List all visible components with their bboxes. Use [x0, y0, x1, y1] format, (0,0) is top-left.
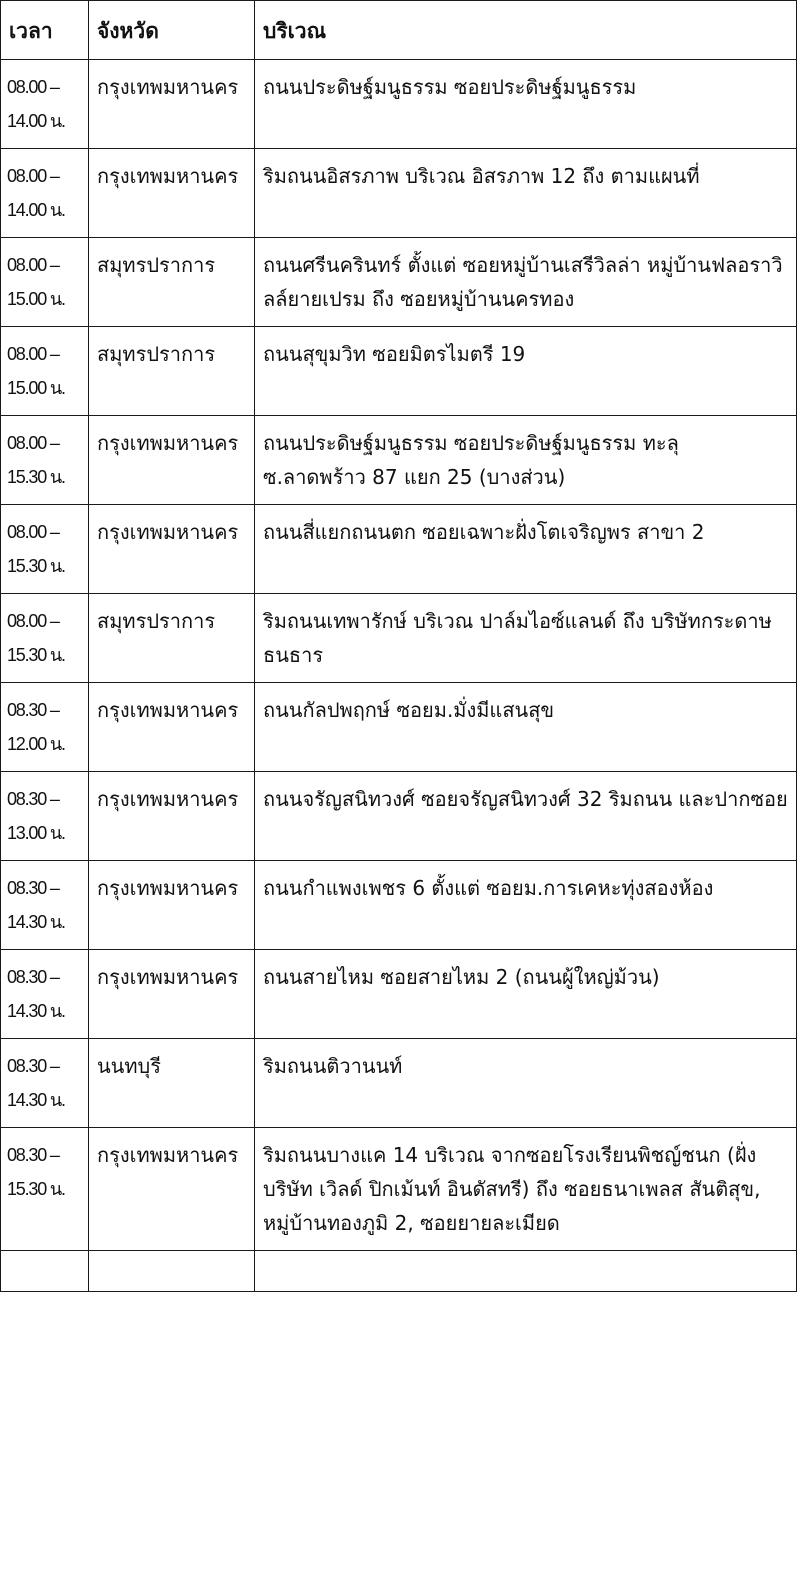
time-cell [1, 327, 89, 416]
province-cell: สมุทรปราการ [89, 594, 255, 683]
empty-cell [1, 1251, 89, 1292]
time-start: 08.30 – [7, 1145, 59, 1165]
time-start: 08.00 – [7, 255, 59, 275]
province-cell: สมุทรปราการ [89, 238, 255, 327]
area-cell: ริมถนนบางแค 14 บริเวณ จากซอยโรงเรียนพิชญ์ชนก (ฝั่งบริษัท เวิลด์ ปิกเม้นท์ อินดัสทรี) ถึง ซอยธนาเพลส สันติสุข, หมู่บ้านทองภูมิ 2, ซอยยายละเมียด [255, 1128, 797, 1251]
province-cell: นนทบุรี [89, 1039, 255, 1128]
area-cell: ถนนประดิษฐ์มนูธรรม ซอยประดิษฐ์มนูธรรม ทะลุ ซ.ลาดพร้าว 87 แยก 25 (บางส่วน) [255, 416, 797, 505]
time-start: 08.00 – [7, 77, 59, 97]
time-end: 14.30 น. [7, 912, 65, 932]
time-cell [1, 772, 89, 861]
table-row-partial [1, 1251, 797, 1292]
table-row [1, 772, 797, 861]
time-cell [1, 505, 89, 594]
time-cell [1, 594, 89, 683]
header-time: เวลา [1, 1, 89, 60]
time-cell [1, 950, 89, 1039]
time-end: 15.30 น. [7, 556, 65, 576]
area-cell: ถนนกัลปพฤกษ์ ซอยม.มั่งมีแสนสุข [255, 683, 797, 772]
table-row [1, 594, 797, 683]
time-end: 15.00 น. [7, 289, 65, 309]
table-row [1, 327, 797, 416]
time-cell [1, 861, 89, 950]
table-row [1, 861, 797, 950]
province-cell: กรุงเทพมหานคร [89, 1128, 255, 1251]
time-start: 08.30 – [7, 878, 59, 898]
time-cell [1, 683, 89, 772]
area-cell: ถนนสายไหม ซอยสายไหม 2 (ถนนผู้ใหญ่ม้วน) [255, 950, 797, 1039]
table-row [1, 149, 797, 238]
province-cell: กรุงเทพมหานคร [89, 416, 255, 505]
time-cell [1, 149, 89, 238]
time-start: 08.00 – [7, 166, 59, 186]
time-cell [1, 416, 89, 505]
area-cell: ถนนสี่แยกถนนตก ซอยเฉพาะฝั่งโตเจริญพร สาขา 2 [255, 505, 797, 594]
time-end: 15.30 น. [7, 645, 65, 665]
area-cell: ริมถนนเทพารักษ์ บริเวณ ปาล์มไอซ์แลนด์ ถึง บริษัทกระดาษธนธาร [255, 594, 797, 683]
area-cell: ริมถนนติวานนท์ [255, 1039, 797, 1128]
area-cell: ริมถนนอิสรภาพ บริเวณ อิสรภาพ 12 ถึง ตามแผนที่ [255, 149, 797, 238]
time-start: 08.30 – [7, 700, 59, 720]
time-start: 08.00 – [7, 611, 59, 631]
time-end: 15.30 น. [7, 467, 65, 487]
time-start: 08.00 – [7, 344, 59, 364]
time-end: 15.00 น. [7, 378, 65, 398]
province-cell: กรุงเทพมหานคร [89, 149, 255, 238]
time-end: 13.00 น. [7, 823, 65, 843]
province-cell: สมุทรปราการ [89, 327, 255, 416]
table-row [1, 683, 797, 772]
time-start: 08.30 – [7, 967, 59, 987]
area-cell: ถนนศรีนครินทร์ ตั้งแต่ ซอยหมู่บ้านเสรีวิลล่า หมู่บ้านฟลอราวิลล์ยายเปรม ถึง ซอยหมู่บ้านนครทอง [255, 238, 797, 327]
time-end: 14.00 น. [7, 111, 65, 131]
table-row [1, 950, 797, 1039]
province-cell: กรุงเทพมหานคร [89, 950, 255, 1039]
table-row [1, 60, 797, 149]
table-header-row [1, 1, 797, 60]
province-cell: กรุงเทพมหานคร [89, 772, 255, 861]
time-start: 08.30 – [7, 1056, 59, 1076]
time-start: 08.00 – [7, 433, 59, 453]
time-end: 14.30 น. [7, 1090, 65, 1110]
time-cell [1, 60, 89, 149]
time-end: 14.30 น. [7, 1001, 65, 1021]
time-start: 08.30 – [7, 789, 59, 809]
time-end: 12.00 น. [7, 734, 65, 754]
time-end: 14.00 น. [7, 200, 65, 220]
empty-cell [89, 1251, 255, 1292]
time-cell [1, 238, 89, 327]
area-cell: ถนนจรัญสนิทวงศ์ ซอยจรัญสนิทวงศ์ 32 ริมถนน และปากซอย [255, 772, 797, 861]
empty-cell [255, 1251, 797, 1292]
table-body [1, 60, 797, 1292]
time-cell [1, 1039, 89, 1128]
time-end: 15.30 น. [7, 1179, 65, 1199]
time-start: 08.00 – [7, 522, 59, 542]
province-cell: กรุงเทพมหานคร [89, 683, 255, 772]
province-cell: กรุงเทพมหานคร [89, 861, 255, 950]
table-row [1, 238, 797, 327]
table-row [1, 1039, 797, 1128]
area-cell: ถนนประดิษฐ์มนูธรรม ซอยประดิษฐ์มนูธรรม [255, 60, 797, 149]
area-cell: ถนนกำแพงเพชร 6 ตั้งแต่ ซอยม.การเคหะทุ่งสองห้อง [255, 861, 797, 950]
province-cell: กรุงเทพมหานคร [89, 505, 255, 594]
table-row [1, 1128, 797, 1251]
area-cell: ถนนสุขุมวิท ซอยมิตรไมตรี 19 [255, 327, 797, 416]
header-area: บริเวณ [255, 1, 797, 60]
time-cell [1, 1128, 89, 1251]
table-row [1, 505, 797, 594]
table-row [1, 416, 797, 505]
province-cell: กรุงเทพมหานคร [89, 60, 255, 149]
header-province: จังหวัด [89, 1, 255, 60]
